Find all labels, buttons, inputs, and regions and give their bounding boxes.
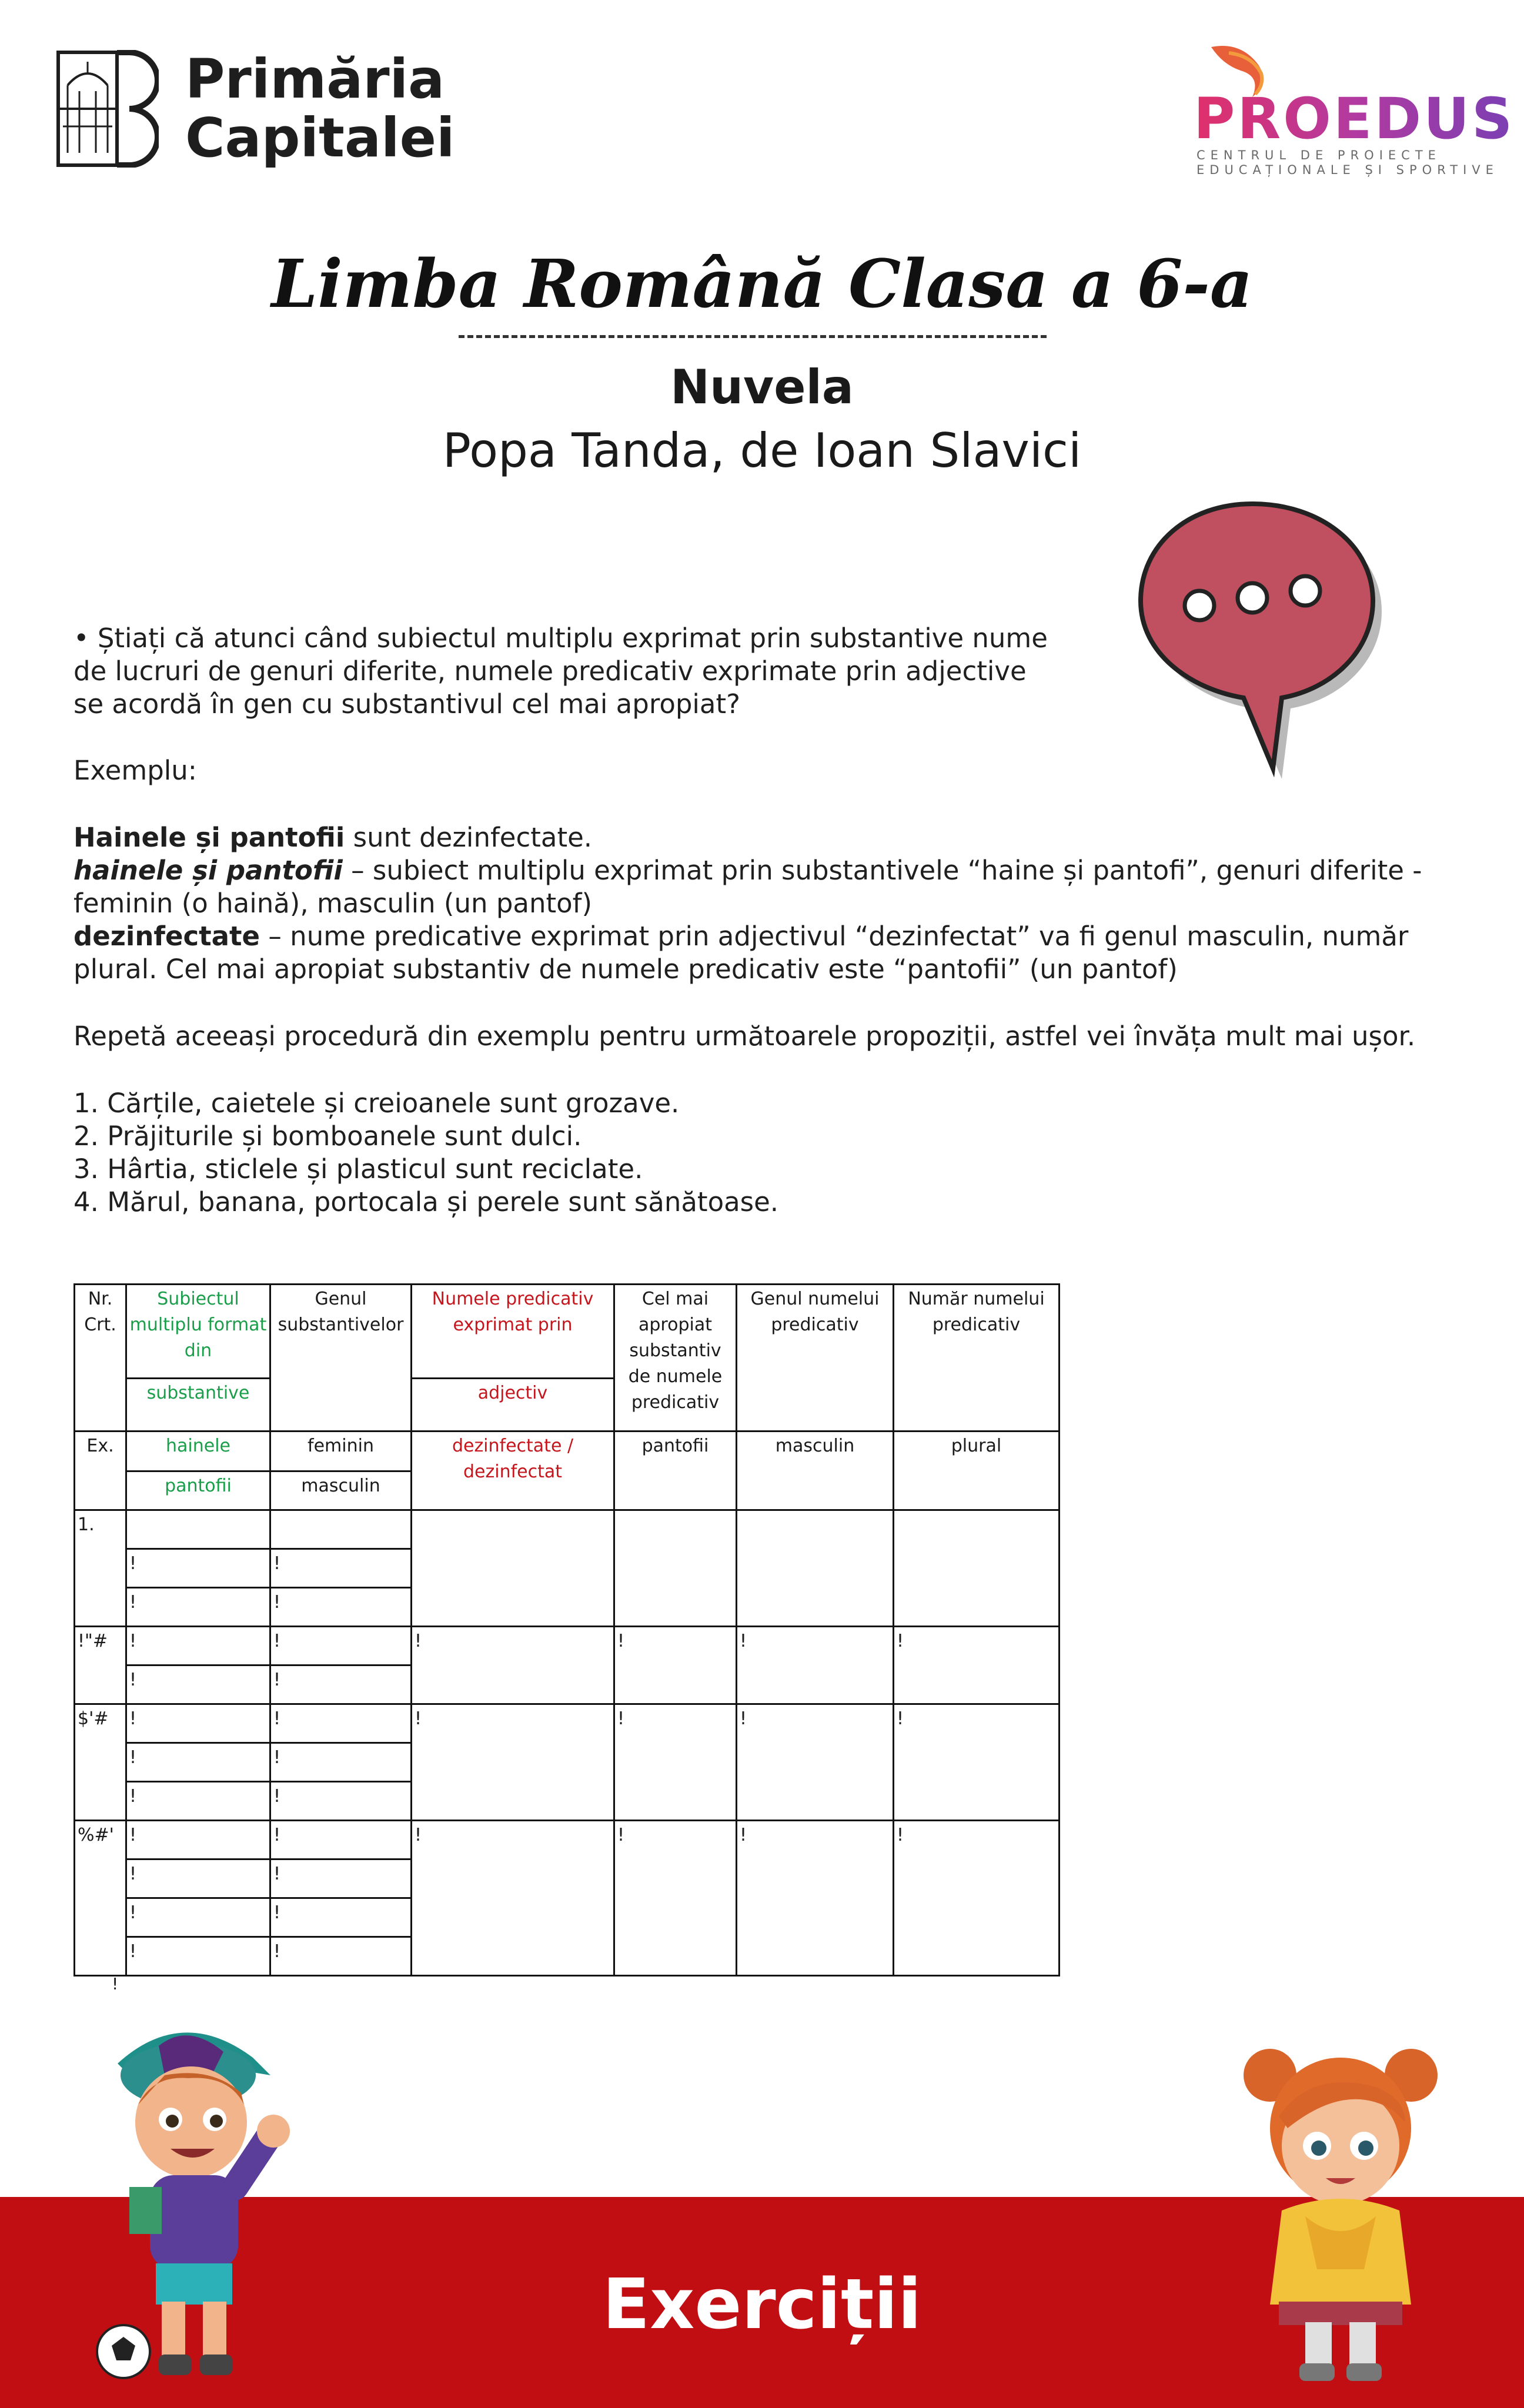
cell[interactable] bbox=[614, 1510, 737, 1627]
proedus-logo bbox=[1194, 41, 1515, 182]
page-title: Limba Română Clasa a 6-a bbox=[271, 246, 1253, 323]
ex-genul-nume: masculin bbox=[737, 1432, 894, 1510]
footer-title: Exerciții bbox=[602, 2263, 922, 2345]
ex-gen-2: masculin bbox=[270, 1471, 412, 1510]
cell[interactable]: ! bbox=[614, 1821, 737, 1976]
row-4-label: %#' bbox=[75, 1821, 126, 1976]
proedus-tagline-2: EDUCAȚIONALE ȘI SPORTIVE bbox=[1197, 163, 1499, 177]
ex-apropiat: pantofii bbox=[614, 1432, 737, 1510]
header-genul-nume: Genul numelui predicativ bbox=[737, 1285, 894, 1432]
cell[interactable]: ! bbox=[126, 1665, 270, 1704]
example-explanation-1 bbox=[73, 854, 1422, 887]
stray-mark: ! bbox=[112, 1974, 119, 1994]
row-1-label: 1. bbox=[75, 1510, 126, 1627]
logo-line-1: Primăria bbox=[185, 48, 445, 111]
cell[interactable]: ! bbox=[126, 1937, 270, 1976]
sentence-2: 2. Prăjiturile și bomboanele sunt dulci. bbox=[73, 1121, 582, 1152]
cell[interactable]: ! bbox=[270, 1627, 412, 1665]
ex-label: Ex. bbox=[75, 1432, 126, 1510]
subtitle-genre: Nuvela bbox=[670, 360, 854, 414]
cell[interactable]: ! bbox=[270, 1588, 412, 1627]
header-crt-label: Crt. bbox=[84, 1315, 116, 1335]
cell[interactable]: ! bbox=[270, 1859, 412, 1898]
header-genul: Genul substantivelor bbox=[270, 1285, 412, 1432]
subtitle-work: Popa Tanda, de Ioan Slavici bbox=[442, 423, 1082, 478]
ex-gen-1: feminin bbox=[270, 1432, 412, 1471]
cell[interactable]: ! bbox=[126, 1588, 270, 1627]
example-predicate-desc: – nume predicative exprimat prin adjectivul “dezinfectat” va fi genul masculin, număr bbox=[260, 921, 1409, 952]
sentence-3: 3. Hârtia, sticlele și plasticul sunt reciclate. bbox=[73, 1153, 643, 1185]
sentence-1: 1. Cărțile, caietele și creioanele sunt grozave. bbox=[73, 1088, 680, 1119]
cell[interactable]: ! bbox=[270, 1937, 412, 1976]
cell[interactable]: ! bbox=[737, 1627, 894, 1704]
ex-nume: dezinfectate / dezinfectat bbox=[412, 1432, 614, 1510]
example-sentence bbox=[73, 821, 592, 854]
cell[interactable]: ! bbox=[270, 1549, 412, 1588]
cell[interactable]: ! bbox=[270, 1665, 412, 1704]
girl-character-icon bbox=[1235, 2011, 1446, 2387]
cell[interactable]: ! bbox=[126, 1898, 270, 1937]
example-subject-desc: – subiect multiplu exprimat prin substantivele “haine și pantofi”, genuri diferite - bbox=[342, 855, 1422, 886]
proedus-tagline-1: CENTRUL DE PROIECTE bbox=[1197, 148, 1441, 162]
cell[interactable]: ! bbox=[737, 1821, 894, 1976]
intro-line-3: se acordă în gen cu substantivul cel mai apropiat? bbox=[73, 688, 741, 720]
header-nr bbox=[75, 1285, 126, 1379]
cell[interactable]: ! bbox=[126, 1743, 270, 1782]
instruction: Repetă aceeași procedură din exemplu pentru următoarele propoziții, astfel vei învăța mult mai ușor. bbox=[73, 1021, 1416, 1052]
primaria-logo-mark-icon bbox=[56, 50, 159, 168]
cell[interactable]: ! bbox=[126, 1821, 270, 1859]
ex-subj-2: pantofii bbox=[126, 1471, 270, 1510]
cell[interactable] bbox=[270, 1510, 412, 1549]
cell[interactable] bbox=[737, 1510, 894, 1627]
proedus-brand: PROEDUS bbox=[1194, 86, 1515, 152]
intro-line-1: • Știați că atunci când subiectul multiplu exprimat prin substantive nume bbox=[73, 623, 1048, 654]
header-nr-blank bbox=[75, 1379, 126, 1432]
cell[interactable] bbox=[126, 1510, 270, 1549]
cell[interactable]: ! bbox=[126, 1704, 270, 1743]
cell[interactable]: ! bbox=[126, 1627, 270, 1665]
header-numar: Număr numelui predicativ bbox=[894, 1285, 1060, 1432]
sentence-4: 4. Mărul, banana, portocala și perele sunt sănătoase. bbox=[73, 1186, 779, 1218]
cell[interactable]: ! bbox=[270, 1782, 412, 1821]
title-divider bbox=[459, 335, 1047, 338]
cell[interactable]: ! bbox=[270, 1898, 412, 1937]
cell[interactable]: ! bbox=[270, 1821, 412, 1859]
row-2-label: !"# bbox=[75, 1627, 126, 1704]
header-subiect-sub: substantive bbox=[126, 1379, 270, 1432]
cell[interactable]: ! bbox=[894, 1627, 1060, 1704]
example-subject-term: hainele și pantofii bbox=[73, 855, 343, 886]
cell[interactable]: ! bbox=[614, 1704, 737, 1821]
cell[interactable]: ! bbox=[614, 1627, 737, 1704]
intro-line-2: de lucruri de genuri diferite, numele predicativ exprimate prin adjective bbox=[73, 655, 1027, 687]
ex-numar: plural bbox=[894, 1432, 1060, 1510]
cell[interactable]: ! bbox=[412, 1704, 614, 1821]
speech-bubble-icon bbox=[1135, 497, 1388, 785]
example-predicate: sunt dezinfectate. bbox=[345, 822, 593, 853]
header-subiect: Subiectul multiplu format din bbox=[126, 1285, 270, 1379]
row-3-label: $'# bbox=[75, 1704, 126, 1821]
cell[interactable]: ! bbox=[412, 1627, 614, 1704]
example-predicate-term: dezinfectate bbox=[73, 921, 260, 952]
example-label: Exemplu: bbox=[73, 755, 197, 786]
cell[interactable]: ! bbox=[270, 1743, 412, 1782]
example-explanation-3 bbox=[73, 920, 1408, 953]
logo-line-2: Capitalei bbox=[185, 106, 455, 169]
primaria-capitalei-logo bbox=[56, 50, 479, 185]
header-apropiat: Cel mai apropiat substantiv de numele predicativ bbox=[614, 1285, 737, 1432]
example-explanation-2: feminin (o haină), masculin (un pantof) bbox=[73, 888, 593, 919]
cell[interactable]: ! bbox=[894, 1821, 1060, 1976]
cell[interactable] bbox=[412, 1510, 614, 1627]
cell[interactable]: ! bbox=[126, 1782, 270, 1821]
cell[interactable]: ! bbox=[126, 1549, 270, 1588]
header-nume: Numele predicativ exprimat prin bbox=[412, 1285, 614, 1379]
cell[interactable]: ! bbox=[412, 1821, 614, 1976]
boy-character-icon bbox=[94, 2011, 294, 2381]
cell[interactable]: ! bbox=[126, 1859, 270, 1898]
example-subject: Hainele și pantofii bbox=[73, 822, 345, 853]
example-explanation-4: plural. Cel mai apropiat substantiv de numele predicativ este “pantofii” (un pantof) bbox=[73, 954, 1178, 985]
ex-subj-1: hainele bbox=[126, 1432, 270, 1471]
cell[interactable]: ! bbox=[270, 1704, 412, 1743]
header-nume-sub: adjectiv bbox=[412, 1379, 614, 1432]
header-nr-label: Nr. bbox=[88, 1289, 113, 1309]
cell[interactable]: ! bbox=[894, 1704, 1060, 1821]
exercise-table bbox=[73, 1283, 1058, 1972]
cell[interactable] bbox=[894, 1510, 1060, 1627]
cell[interactable]: ! bbox=[737, 1704, 894, 1821]
